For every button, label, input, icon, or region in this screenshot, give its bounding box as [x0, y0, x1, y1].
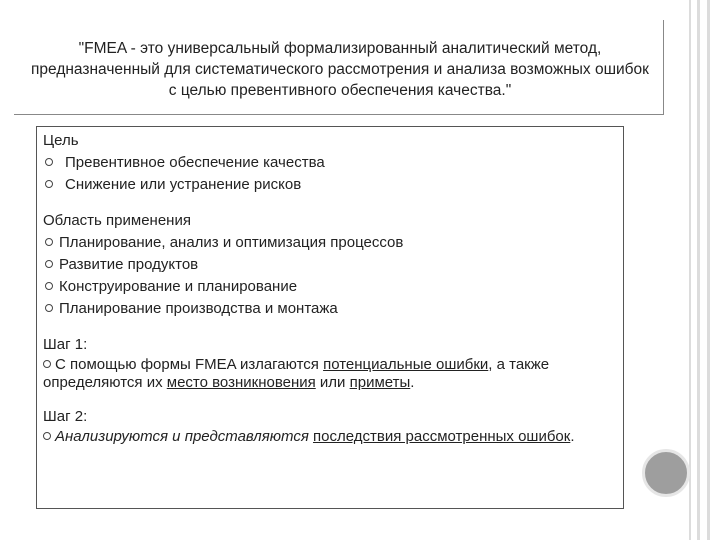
- scope-item: [43, 232, 615, 254]
- step1-underlined: место возникновения: [166, 374, 316, 391]
- scope-item-text: Развитие продуктов: [59, 256, 199, 273]
- decorative-stripe: [707, 0, 710, 540]
- step1-heading: Шаг 1:: [43, 336, 88, 353]
- step2-heading: Шаг 2:: [43, 408, 88, 425]
- bullet-circle-icon: [45, 304, 53, 312]
- scope-item: [43, 276, 615, 298]
- step1-text-part: С помощью формы FMEA излагаются: [55, 356, 324, 373]
- step2-italic: Анализируются и представляются: [55, 428, 309, 445]
- bullet-circle-icon: [45, 180, 53, 188]
- step2-text-part: .: [570, 428, 575, 445]
- goal-item-text: Превентивное обеспечение качества: [65, 154, 325, 171]
- step1-text: [43, 356, 615, 392]
- scope-item-text: Планирование производства и монтажа: [59, 300, 338, 317]
- content-box: [36, 126, 624, 509]
- decorative-circle: [642, 449, 690, 497]
- goal-item-text: Снижение или устранение рисков: [65, 176, 302, 193]
- bullet-circle-icon: [45, 158, 53, 166]
- spacer: [43, 196, 615, 210]
- scope-item: [43, 298, 615, 320]
- bullet-circle-icon: [43, 432, 51, 440]
- bullet-circle-icon: [45, 260, 53, 268]
- spacer: [43, 320, 615, 334]
- step2-text: [43, 428, 615, 446]
- step1-underlined: приметы: [349, 374, 411, 391]
- scope-item-text: Планирование, анализ и оптимизация процессов: [59, 234, 404, 251]
- step1-text-part: или: [315, 374, 350, 391]
- bullet-circle-icon: [45, 238, 53, 246]
- decorative-stripe: [697, 0, 700, 540]
- step1-text-part: , а также определяются их: [43, 356, 550, 391]
- goal-item: [43, 152, 615, 174]
- bullet-circle-icon: [45, 282, 53, 290]
- step2-underlined: последствия рассмотренных ошибок: [313, 428, 571, 445]
- scope-item: [43, 254, 615, 276]
- decorative-stripe: [689, 0, 691, 540]
- spacer: [43, 392, 615, 406]
- step1-text-part: .: [410, 374, 415, 391]
- scope-heading: Область применения: [43, 212, 191, 229]
- goal-heading: Цель: [43, 132, 79, 149]
- goal-item: [43, 174, 615, 196]
- step1-underlined: потенциальные ошибки: [323, 356, 489, 373]
- bullet-circle-icon: [43, 360, 51, 368]
- scope-item-text: Конструирование и планирование: [59, 278, 298, 295]
- slide-title-quote: "FMEA - это универсальный формализированный аналитический метод, предназначенный для систематического рассмотрения и анализа возможных ошибок с целью превентивного обеспечения качества.": [31, 40, 649, 99]
